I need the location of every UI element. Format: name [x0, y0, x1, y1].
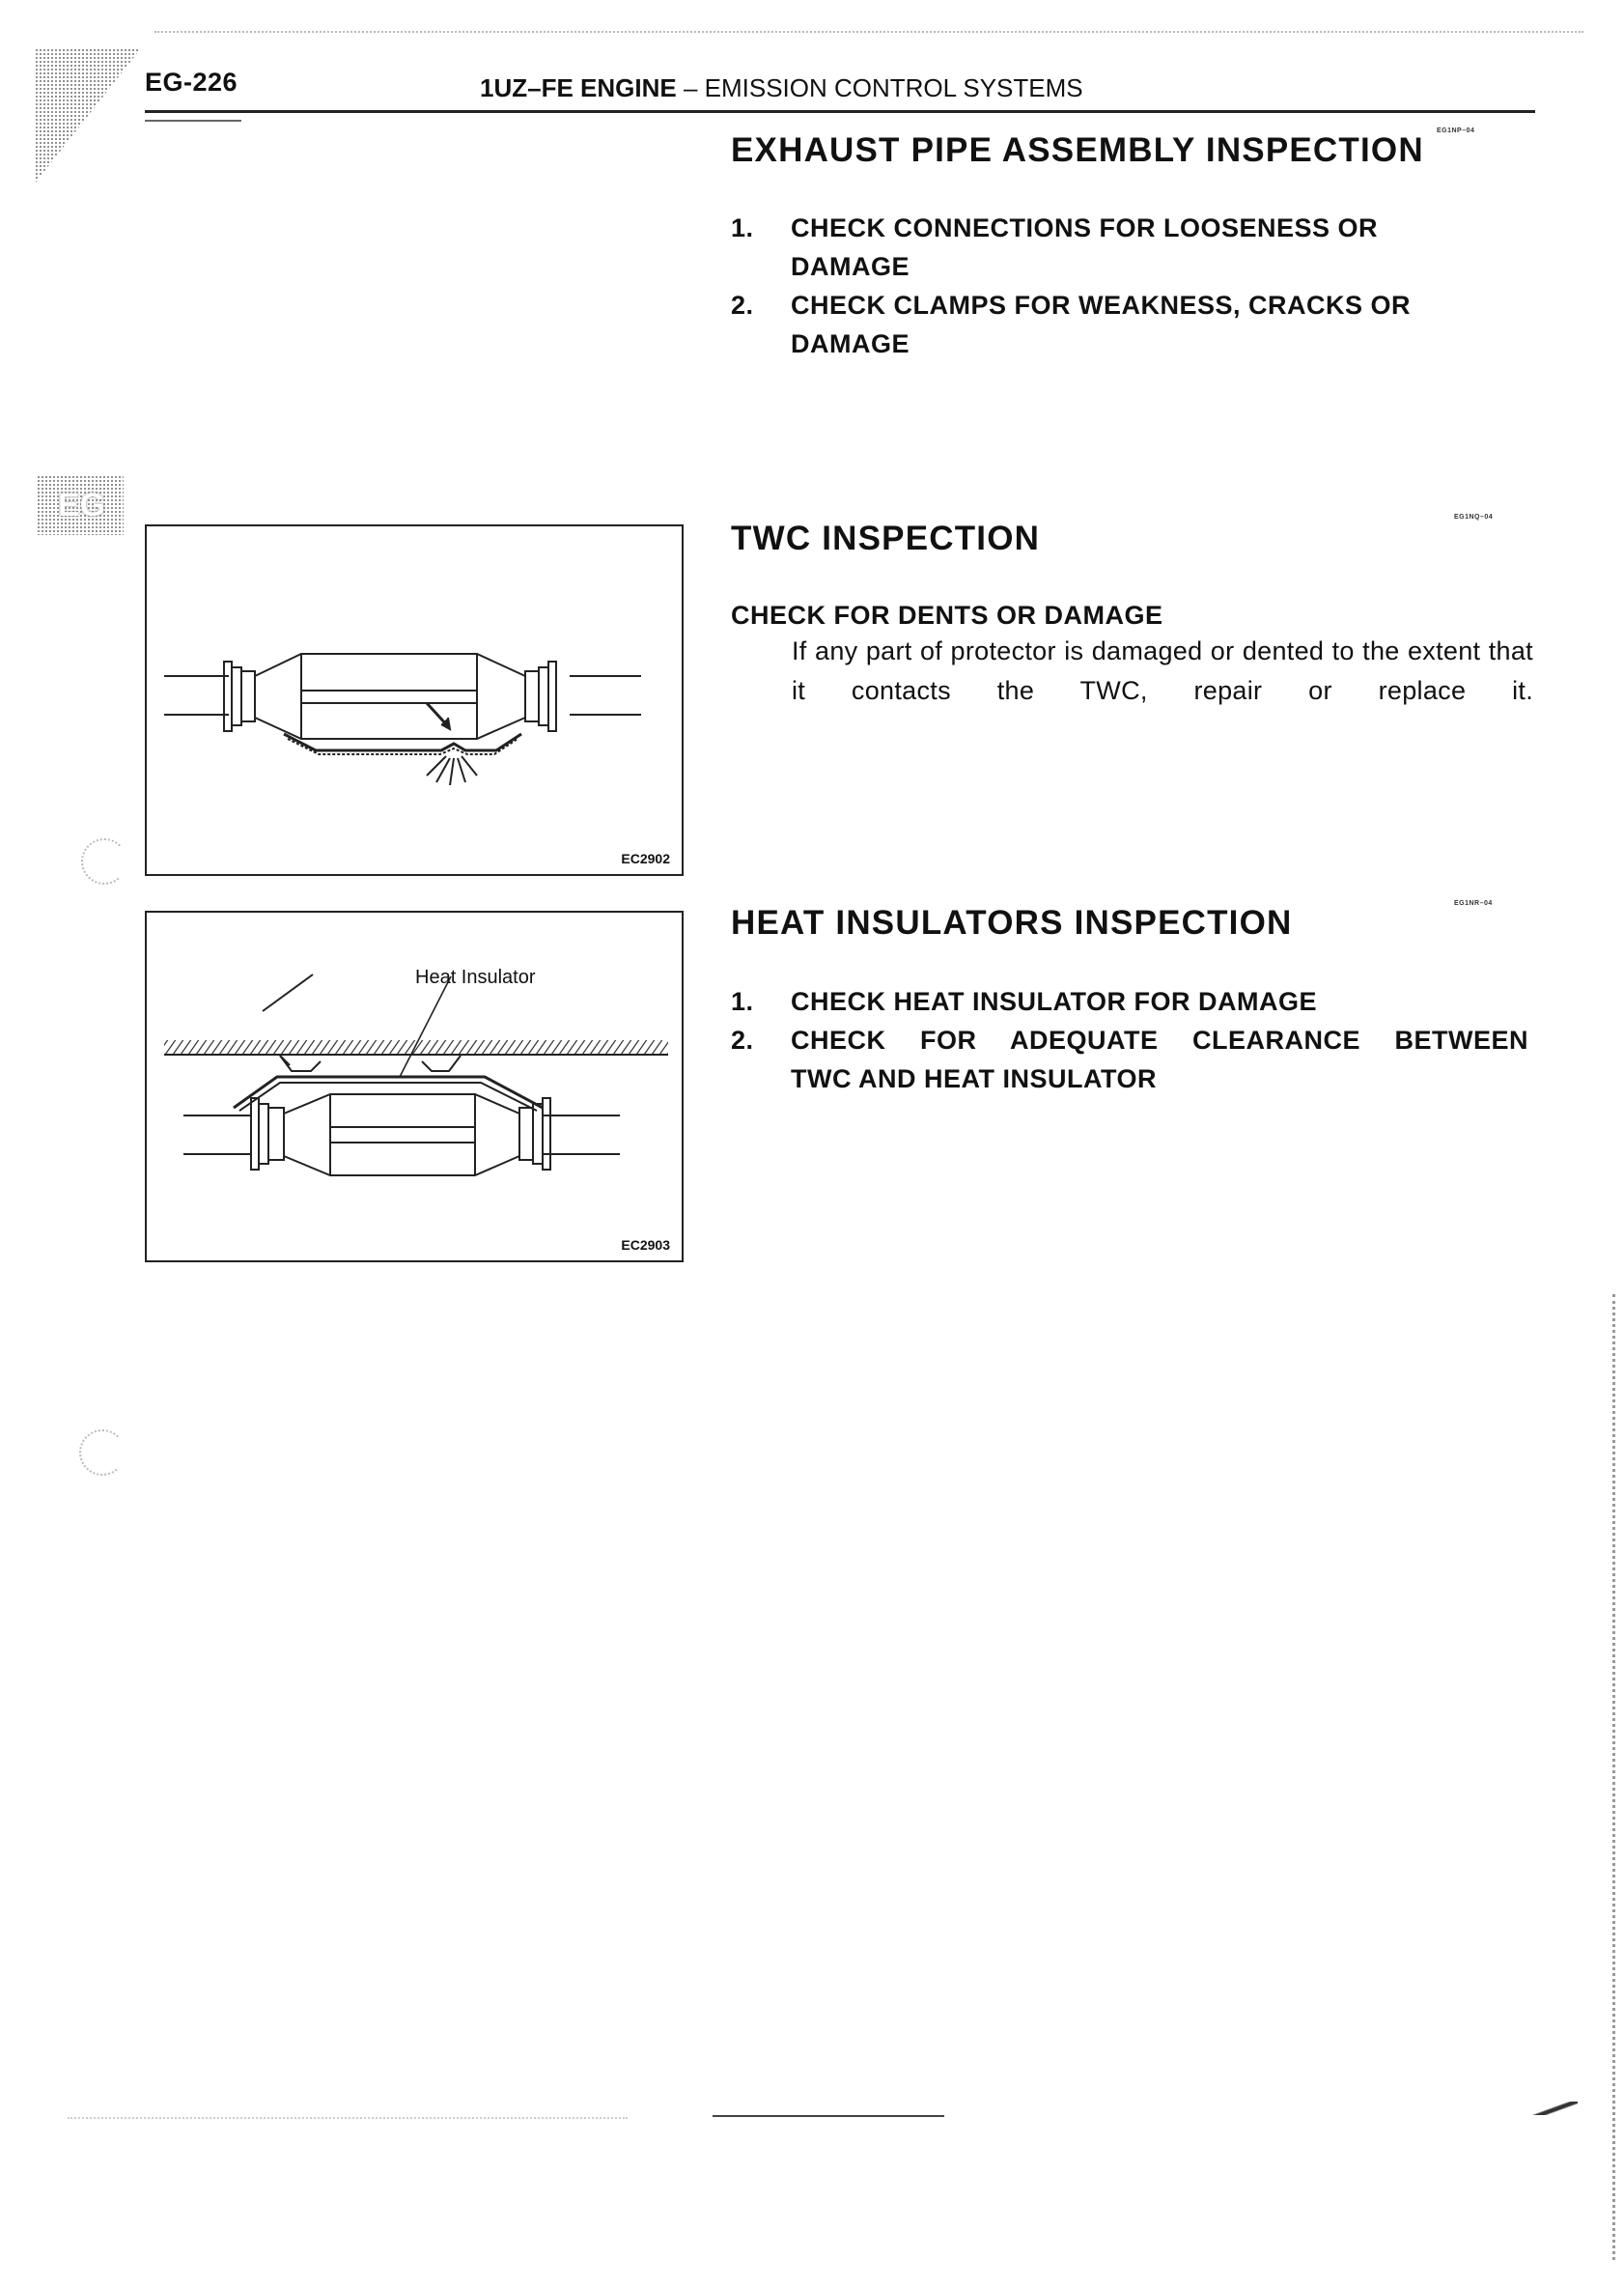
twc-subheading: CHECK FOR DENTS OR DAMAGE: [731, 601, 1163, 630]
twc-protector-figure: [145, 524, 684, 876]
list-item-number: 2.: [731, 291, 754, 320]
exhaust-section-title: EXHAUST PIPE ASSEMBLY INSPECTION: [731, 131, 1424, 169]
heat-insulator-figure: [145, 911, 684, 1262]
header-separator: –: [676, 73, 705, 102]
twc-section-code: EG1NQ–04: [1454, 514, 1494, 521]
figure-code: EC2902: [621, 851, 670, 866]
list-item-text: CHECK CONNECTIONS FOR LOOSENESS OR DAMAGE: [791, 213, 1379, 281]
scan-dotted-top-edge: [154, 31, 1583, 33]
list-item-text: CHECK HEAT INSULATOR FOR DAMAGE: [791, 987, 1317, 1016]
heat-insulator-diagram: [147, 913, 682, 1260]
header-section: EMISSION CONTROL SYSTEMS: [704, 73, 1083, 102]
list-item: [731, 982, 1528, 1021]
list-item-number: 1.: [731, 987, 754, 1016]
exhaust-check-list: [731, 209, 1513, 363]
twc-protector-diagram: [147, 526, 682, 874]
header-engine: 1UZ–FE ENGINE: [480, 73, 677, 102]
list-item-text-line: CHECK FOR ADEQUATE CLEARANCE BETWEEN: [791, 1026, 1528, 1055]
scan-bottom-dots: [68, 2117, 628, 2119]
header-rule-short: [145, 120, 241, 122]
list-item-number: 1.: [731, 213, 754, 242]
list-item: [731, 286, 1513, 363]
list-item: [731, 209, 1513, 286]
heat-insulator-section-title: HEAT INSULATORS INSPECTION: [731, 904, 1293, 942]
binder-hole-mark: [79, 1429, 126, 1476]
side-tab: [37, 475, 124, 535]
twc-instruction-text: If any part of protector is damaged or dented to the extent that it contacts the TWC, repair or replace it.: [792, 636, 1533, 705]
list-item-text-line: TWC AND HEAT INSULATOR: [791, 1064, 1157, 1093]
list-item-text: [791, 1021, 1528, 1098]
scan-dotted-right-edge: [1612, 1294, 1615, 2260]
heat-insulator-callout: Heat Insulator: [415, 967, 536, 988]
twc-section-title: TWC INSPECTION: [731, 520, 1041, 557]
heat-insulator-check-list: [731, 982, 1528, 1098]
side-tab-label: EG: [58, 487, 106, 523]
scan-bottom-rule: [713, 2115, 944, 2117]
page-number: EG-226: [145, 68, 238, 97]
list-item: [731, 1021, 1528, 1098]
header-rule: [145, 110, 1535, 113]
binder-hole-mark: [81, 838, 127, 885]
figure-code: EC2903: [621, 1237, 670, 1253]
scan-corner-shading: [35, 48, 141, 184]
exhaust-section-code: EG1NP–04: [1437, 127, 1475, 134]
list-item-text: CHECK CLAMPS FOR WEAKNESS, CRACKS OR DAMAGE: [791, 291, 1412, 358]
heat-insulator-section-code: EG1NR–04: [1454, 900, 1493, 907]
header-title: [480, 73, 1083, 103]
page-corner-mark: [1529, 2102, 1578, 2115]
list-item-number: 2.: [731, 1026, 754, 1055]
